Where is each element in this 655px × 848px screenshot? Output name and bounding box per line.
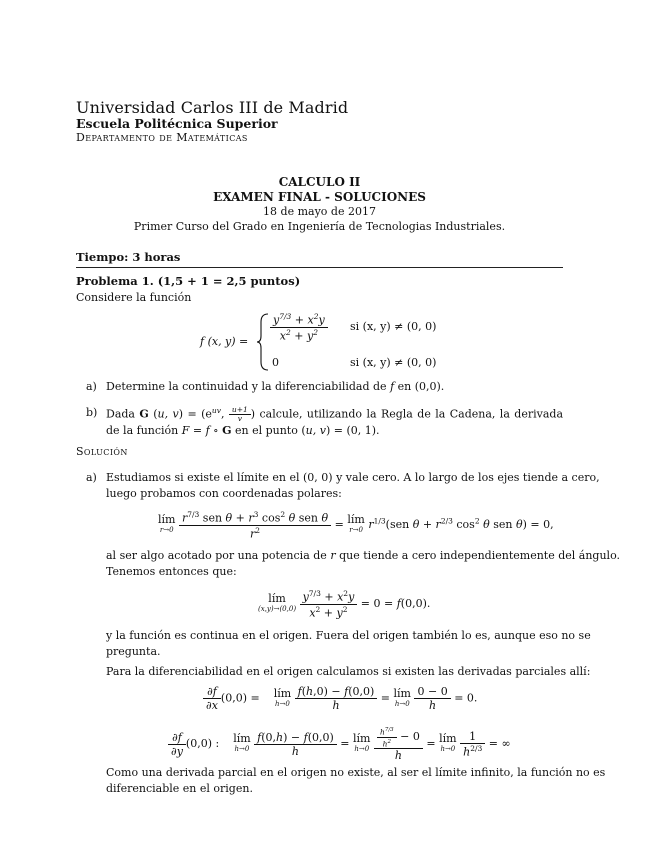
solution-para5-line2: diferenciable en el origen.	[106, 782, 253, 795]
exam-time: Tiempo: 3 horas	[76, 250, 181, 264]
case2-value: 0	[272, 356, 279, 369]
case1-condition: si (x, y) ≠ (0, 0)	[350, 320, 437, 333]
piecewise-brace	[256, 313, 270, 375]
equation-partial-x: $\frac{\partial f}{\partial x}$ (0,0) = lím h→0 $\frac{f(h,0) - f(0,0)}{h}$ = lím h→0 $\frac{0 - 0}{h}$ = 0.	[203, 685, 477, 712]
solution-para5-line1: Como una derivada parcial en el origen no existe, al ser el límite infinito, la función no es	[106, 766, 606, 779]
question-a-label: a)	[86, 380, 97, 393]
question-b-text: Dada G (u, $v) = (e^{uv}$, $\frac{u+1}{v}$ ) calcule, utilizando la Regla de la Cadena, la derivada de la función F = f ∘ G en el punto (u, v) = (0, 1).	[106, 405, 563, 438]
case2-condition: si (x, y) ≠ (0, 0)	[350, 356, 437, 369]
exam-date: 18 de mayo de 2017	[263, 205, 376, 218]
problem-heading: Problema 1. (1,5 + 1 = 2,5 puntos)	[76, 274, 301, 288]
program-name: Primer Curso del Grado en Ingeniería de Tecnologias Industriales.	[133, 220, 506, 233]
problem-intro: Considere la función	[76, 291, 192, 304]
solution-para1-line1: Estudiamos si existe el límite en el (0, 0) y vale cero. A lo largo de los ejes tiende a cero,	[106, 471, 600, 484]
exam-title: EXAMEN FINAL - SOLUCIONES	[213, 190, 426, 204]
solution-heading: Solución	[76, 445, 128, 458]
solution-para3-line1: y la función es continua en el origen. Fuera del origen también lo es, aunque eso no se	[106, 629, 591, 642]
equation-continuity: lím (x,y)→(0,0) $\frac{y^{7/3} + x^2y}{x^2 + y^2}$ = 0 = f(0,0).	[258, 589, 431, 620]
solution-a-label: a)	[86, 471, 97, 484]
equation-polar-limit: lím r→0 $\frac{r^{7/3} sen \theta + r^3 \cos^2 \theta sen \theta}{r^2}$ = lím r→0 $r^{1/3}(sen$ $\theta + r^{2/3}$ $\cos^2 \theta$ sen θ) = 0,	[158, 510, 554, 541]
solution-para1-line2: luego probamos con coordenadas polares:	[106, 487, 342, 500]
question-b-label: b)	[86, 406, 98, 419]
case1-expression: $\frac{y^{7/3} + x^2y}{x^2 + y^2}$	[270, 312, 328, 342]
university-name: Universidad Carlos III de Madrid	[76, 98, 349, 117]
solution-para4: Para la diferenciabilidad en el origen calculamos si existen las derivadas parciales allí:	[106, 665, 591, 678]
function-name: f (x, y) =	[200, 335, 249, 348]
section-divider	[76, 267, 563, 268]
course-title: CALCULO II	[278, 175, 361, 189]
solution-para2-line1: al ser algo acotado por una potencia de r que tiende a cero independientemente del ángulo.	[106, 549, 620, 562]
question-a-text: Determine la continuidad y la diferenciabilidad de f en (0,0).	[106, 380, 445, 393]
school-name: Escuela Politécnica Superior	[76, 116, 278, 131]
solution-para2-line2: Tenemos entonces que:	[106, 565, 237, 578]
equation-partial-y: $\frac{\partial f}{\partial y}$ (0,0) : lím h→0 $\frac{f(0,h) - f(0,0)}{h}$ = lím h→0 $\frac{h^{7/3}}{h^2}$ − 0 h = lím h→0 $\frac{1}{h^{2/3}}$ = ∞	[168, 726, 511, 762]
department-name: Departamento de Matemáticas	[76, 131, 248, 144]
solution-para3-line2: pregunta.	[106, 645, 161, 658]
